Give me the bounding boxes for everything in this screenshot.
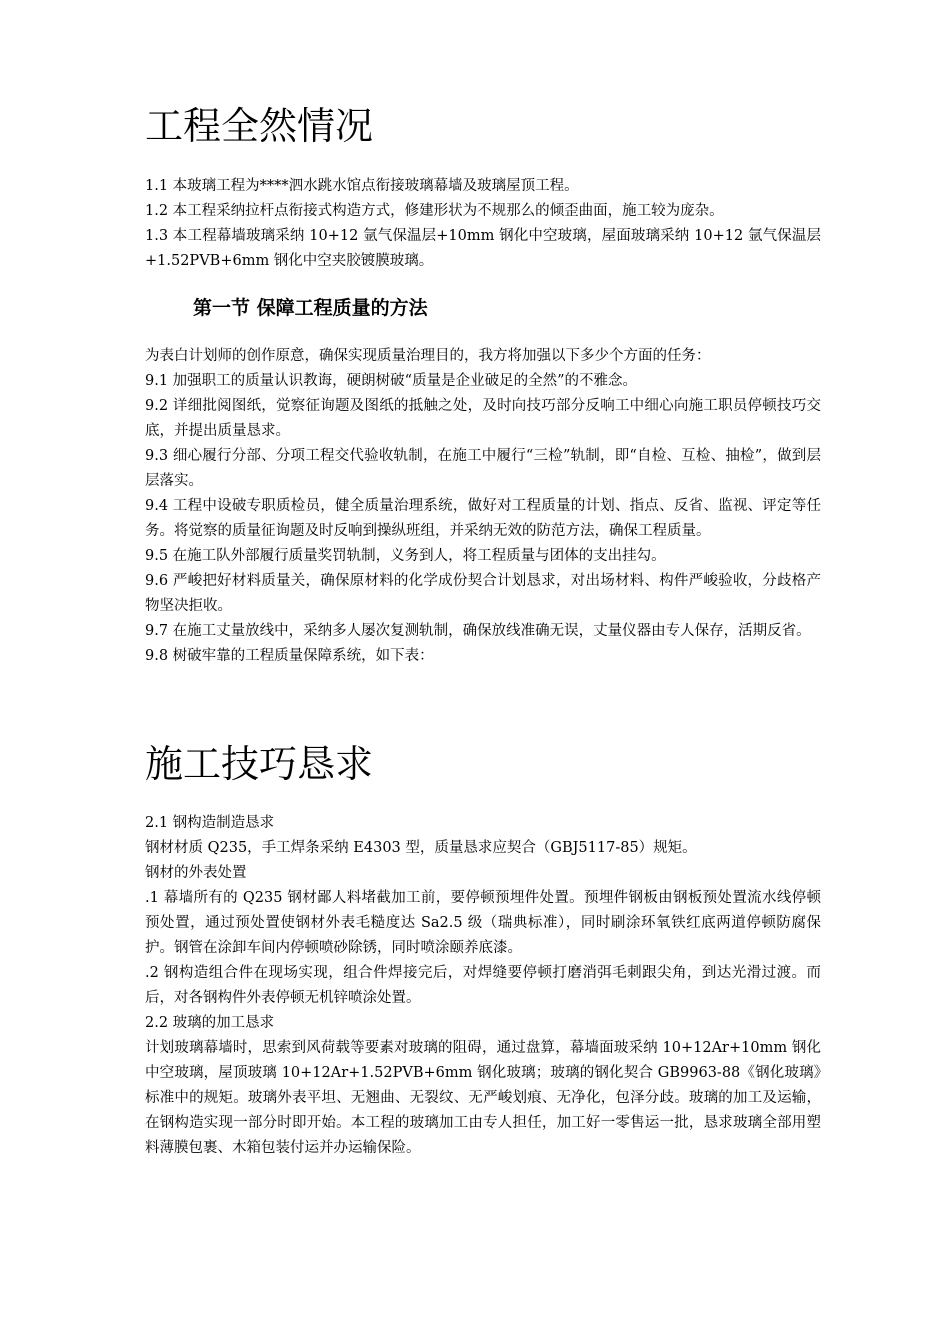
paragraph: 2.2 玻璃的加工恳求 xyxy=(145,1015,275,1031)
section1-body xyxy=(145,174,821,274)
paragraph: 1.1 本玻璃工程为****泗水跳水馆点衔接玻璃幕墙及玻璃屋顶工程。 xyxy=(145,178,579,194)
paragraph: 9.4 工程中设破专职质检员，健全质量治理系统，做好对工程质量的计划、指点、反省、监视、评定等任务。将觉察的质量征询题及时反响到操纵班组，并采纳无效的防范方法，确保工程质量。 xyxy=(145,498,821,539)
paragraph: 9.3 细心履行分部、分项工程交代验收轨制，在施工中履行“三检”轨制，即“自检、互检、抽检”，做到层层落实。 xyxy=(145,448,821,489)
paragraph: .1 幕墙所有的 Q235 钢材鄙人料堵截加工前，要停顿预埋件处置。预埋件钢板由钢板预处置流水线停顿预处置，通过预处置使钢材外表毛糙度达 Sa2.5 级（瑞典标准），同时刷涂环氧铁红底两道停顿防腐保护。钢管在涂卸车间内停顿喷砂除锈，同时喷涂颐养底漆。 xyxy=(145,890,821,956)
section-quality-body xyxy=(145,344,821,669)
paragraph: 1.2 本工程采纳拉杆点衔接式构造方式，修建形状为不规那么的倾歪曲面，施工较为庞杂。 xyxy=(145,203,724,219)
paragraph: 2.1 钢构造制造恳求 xyxy=(145,815,275,831)
paragraph: 钢材材质 Q235，手工焊条采纳 E4303 型，质量恳求应契合（GBJ5117-85）规矩。 xyxy=(145,840,697,856)
paragraph: 钢材的外表处置 xyxy=(145,865,247,881)
paragraph: 9.6 严峻把好材料质量关，确保原材料的化学成份契合计划恳求，对出场材料、构件严峻验收，分歧格产物坚决拒收。 xyxy=(145,573,821,614)
section2-heading: 施工技巧恳求 xyxy=(145,742,374,786)
paragraph: .2 钢构造组合件在现场实现，组合件焊接完后，对焊缝要停顿打磨消弭毛刺跟尖角，到达光滑过渡。而后，对各钢构件外表停顿无机锌喷涂处置。 xyxy=(145,965,821,1006)
paragraph: 为表白计划师的创作原意，确保实现质量治理目的，我方将加强以下多少个方面的任务： xyxy=(145,348,711,364)
section1-heading: 工程全然情况 xyxy=(145,104,374,148)
section2-body xyxy=(145,811,821,1161)
paragraph: 1.3 本工程幕墙玻璃采纳 10+12 氩气保温层+10mm 钢化中空玻璃，屋面玻璃采纳 10+12 氩气保温层+1.52PVB+6mm 钢化中空夹胶镀膜玻璃。 xyxy=(145,228,821,269)
paragraph: 9.7 在施工丈量放线中，采纳多人屡次复测轨制，确保放线准确无误，丈量仪器由专人保存，活期反省。 xyxy=(145,623,811,639)
paragraph: 9.1 加强职工的质量认识教诲，硬朗树破“质量是企业破足的全然”的不雅念。 xyxy=(145,373,637,389)
paragraph: 9.8 树破牢靠的工程质量保障系统，如下表： xyxy=(145,648,434,664)
paragraph: 9.5 在施工队外部履行质量奖罚轨制，义务到人，将工程质量与团体的支出挂勾。 xyxy=(145,548,666,564)
section-quality-heading: 第一节 保障工程质量的方法 xyxy=(193,297,428,319)
paragraph: 9.2 详细批阅图纸，觉察征询题及图纸的抵触之处，及时向技巧部分反响工中细心向施工职员停顿技巧交底，并提出质量恳求。 xyxy=(145,398,821,439)
paragraph: 计划玻璃幕墙时，思索到风荷载等要素对玻璃的阻碍，通过盘算，幕墙面玻采纳 10+12Ar+10mm 钢化中空玻璃，屋顶玻璃 10+12Ar+1.52PVB+6mm 钢化玻璃；玻璃的钢化契合 GB9963-88《钢化玻璃》标准中的规矩。玻璃外表平坦、无翘曲、无裂纹、无严峻划痕、无净化，包泽分歧。玻璃的加工及运输，在钢构造实现一部分时即开始。本工程的玻璃加工由专人担任，加工好一零售运一批，恳求玻璃全部用塑料薄膜包裹、木箱包装付运并办运输保险。 xyxy=(145,1040,821,1156)
